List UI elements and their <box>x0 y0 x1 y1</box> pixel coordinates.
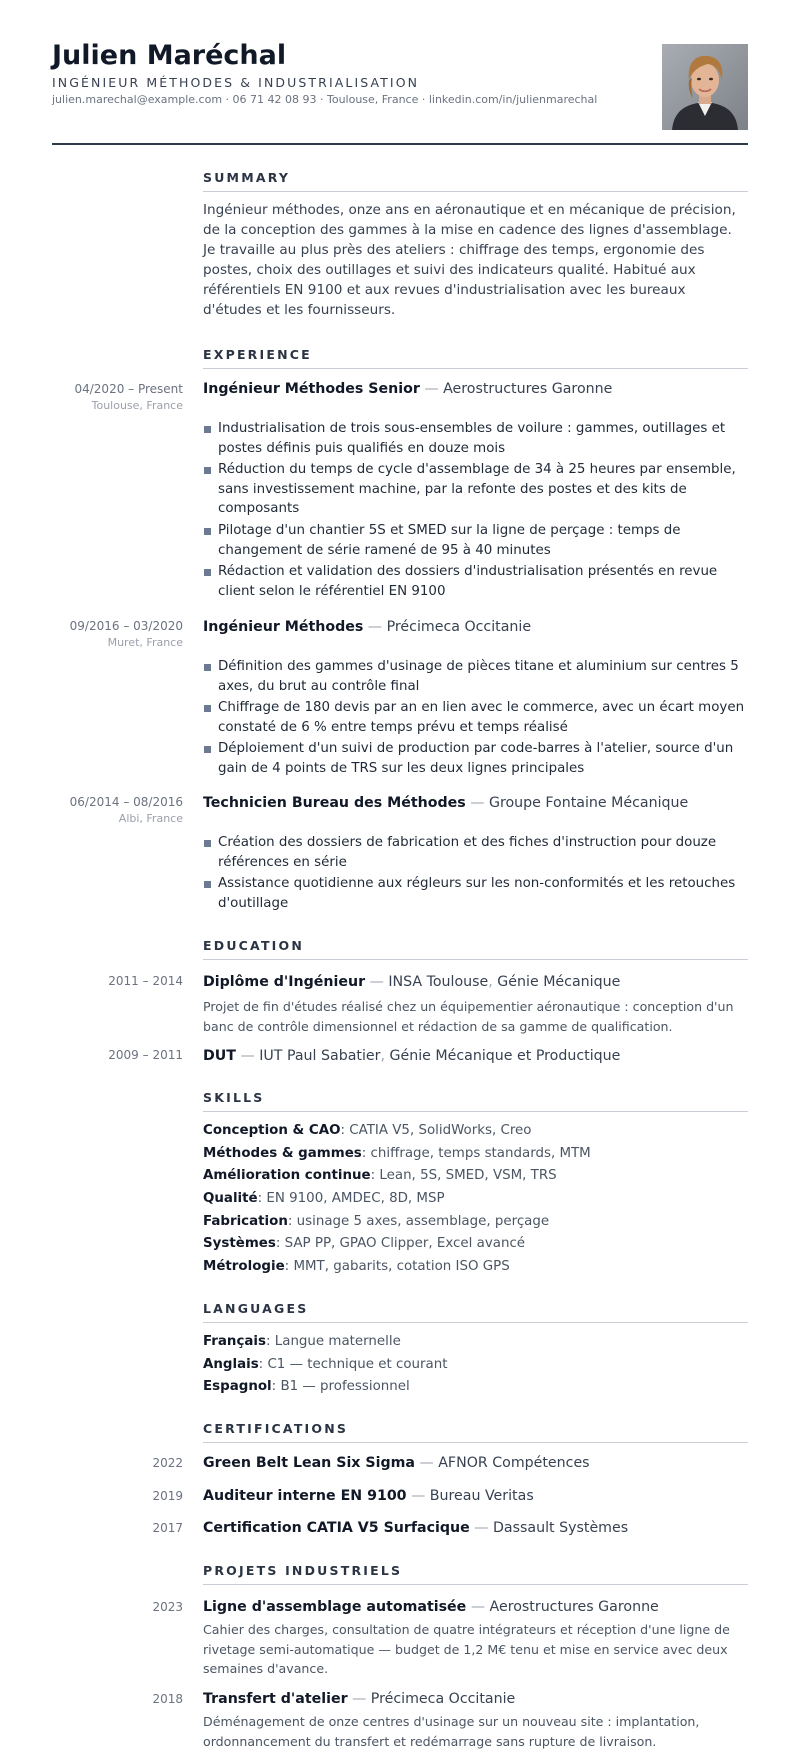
certification-issuer: Bureau Veritas <box>429 1488 534 1504</box>
skill-value: SAP PP, GPAO Clipper, Excel avancé <box>284 1236 526 1251</box>
certification-year: 2022 <box>152 1456 183 1470</box>
candidate-role: INGÉNIEUR MÉTHODES & INDUSTRIALISATION <box>52 75 420 90</box>
project-line <box>203 1599 748 1615</box>
certification-separator: — <box>419 1455 434 1471</box>
project-org: Précimeca Occitanie <box>370 1691 516 1707</box>
profile-photo <box>662 44 748 130</box>
skills-heading: SKILLS <box>203 1090 748 1112</box>
job-bullets <box>203 657 748 779</box>
language-level: C1 — technique et courant <box>267 1357 448 1372</box>
certification-separator: — <box>411 1488 426 1504</box>
skill-row: Qualité: EN 9100, AMDEC, 8D, MSP <box>203 1191 445 1206</box>
contact-line: julien.marechal@example.com · 06 71 42 08 93 · Toulouse, France · linkedin.com/in/julienmarechal <box>52 93 598 106</box>
education-field: Génie Mécanique <box>497 974 621 990</box>
job-dates: 09/2016 – 03/2020 <box>69 619 183 633</box>
skill-row: Conception & CAO: CATIA V5, SolidWorks, Creo <box>203 1123 532 1138</box>
job-dates: 06/2014 – 08/2016 <box>69 795 183 809</box>
list-item: Industrialisation de trois sous-ensembles de voilure : gammes, outillages et postes définis puis qualifiés en douze mois <box>203 419 748 458</box>
language-label: Anglais <box>203 1357 259 1372</box>
list-item: Création des dossiers de fabrication et des fiches d'instruction pour douze références en série <box>203 833 748 872</box>
language-row: Français: Langue maternelle <box>203 1334 401 1349</box>
portrait-image <box>662 44 748 130</box>
job-dates: 04/2020 – Present <box>74 382 183 396</box>
certification-line <box>203 1455 748 1471</box>
list-item: Rédaction et validation des dossiers d'industrialisation présentés en revue client selon le référentiel EN 9100 <box>203 562 748 601</box>
language-label: Français <box>203 1334 266 1349</box>
language-row: Espagnol: B1 — professionnel <box>203 1379 410 1394</box>
education-comma: , <box>380 1048 390 1064</box>
job-location: Muret, France <box>107 636 183 649</box>
summary-text: Ingénieur méthodes, onze ans en aéronautique et en mécanique de précision, de la conception des gammes à la mise en cadence des lignes d'assemblage. Je travaille au plus près des ateliers : chiffrage des temps, ergonomie des postes, choix des outillages et suivi des indicateurs qualité. Habitué aux référentiels EN 9100 et aux revues d'industrialisation avec les bureaux d'études et les fournisseurs. <box>203 202 736 318</box>
job-company: Aerostructures Garonne <box>443 381 613 397</box>
skill-value: Lean, 5S, SMED, VSM, TRS <box>379 1168 557 1183</box>
job-separator: — <box>367 619 383 635</box>
certification-separator: — <box>474 1520 489 1536</box>
job-heading <box>203 795 748 811</box>
education-degree: DUT <box>203 1048 236 1064</box>
certification-issuer: Dassault Systèmes <box>493 1520 629 1536</box>
certification-name: Green Belt Lean Six Sigma <box>203 1455 415 1471</box>
job-title: Technicien Bureau des Méthodes <box>203 795 466 811</box>
language-level: Langue maternelle <box>274 1334 401 1349</box>
language-level: B1 — professionnel <box>280 1379 410 1394</box>
skill-label: Fabrication <box>203 1214 288 1229</box>
certification-line <box>203 1488 748 1504</box>
job-separator: — <box>470 795 485 811</box>
education-school: INSA Toulouse <box>388 974 489 990</box>
skill-label: Conception & CAO <box>203 1123 341 1138</box>
skill-value: chiffrage, temps standards, MTM <box>370 1146 591 1161</box>
job-location: Albi, France <box>118 812 183 825</box>
list-item: Chiffrage de 180 devis par an en lien avec le commerce, avec un écart moyen constaté de 6 % entre temps prévu et temps réalisé <box>203 698 748 737</box>
skill-value: usinage 5 axes, assemblage, perçage <box>296 1214 550 1229</box>
certification-year: 2019 <box>152 1489 183 1503</box>
list-item: Réduction du temps de cycle d'assemblage de 34 à 25 heures par ensemble, sans investissement machine, par la refonte des postes et des kits de composants <box>203 460 748 519</box>
experience-heading: EXPERIENCE <box>203 347 748 369</box>
education-heading: EDUCATION <box>203 938 748 960</box>
job-separator: — <box>424 381 439 397</box>
list-item: Pilotage d'un chantier 5S et SMED sur la ligne de perçage : temps de changement de série ramené de 95 à 40 minutes <box>203 521 748 560</box>
project-org: Aerostructures Garonne <box>489 1599 659 1615</box>
certification-issuer: AFNOR Compétences <box>438 1455 590 1471</box>
list-item: Définition des gammes d'usinage de pièces titane et aluminium sur centres 5 axes, du brut au contrôle final <box>203 657 748 696</box>
education-dates: 2011 – 2014 <box>108 974 183 988</box>
skill-label: Méthodes & gammes <box>203 1146 362 1161</box>
job-bullets <box>203 833 748 913</box>
skill-label: Métrologie <box>203 1259 285 1274</box>
job-title: Ingénieur Méthodes Senior <box>203 381 420 397</box>
candidate-name: Julien Maréchal <box>52 40 287 71</box>
language-label: Espagnol <box>203 1379 272 1394</box>
education-dates: 2009 – 2011 <box>108 1048 183 1062</box>
education-heading-line <box>203 1048 748 1064</box>
job-location: Toulouse, France <box>91 399 183 412</box>
job-bullets <box>203 419 748 601</box>
list-item: Déploiement d'un suivi de production par code-barres à l'atelier, source d'un gain de 4 points de TRS sur les deux lignes principales <box>203 739 748 778</box>
resume-header <box>52 40 748 146</box>
education-comma: , <box>488 974 498 990</box>
skill-row: Métrologie: MMT, gabarits, cotation ISO GPS <box>203 1259 510 1274</box>
job-heading <box>203 381 748 397</box>
certifications-heading: CERTIFICATIONS <box>203 1421 748 1443</box>
skill-label: Amélioration continue <box>203 1168 371 1183</box>
skill-value: MMT, gabarits, cotation ISO GPS <box>293 1259 510 1274</box>
list-item: Assistance quotidienne aux régleurs sur les non-conformités et les retouches d'outillage <box>203 874 748 913</box>
project-description: Déménagement de onze centres d'usinage sur un nouveau site : implantation, ordonnancement du transfert et redémarrage sans rupture de livraison. <box>203 1714 700 1749</box>
skill-value: EN 9100, AMDEC, 8D, MSP <box>266 1191 445 1206</box>
project-name: Ligne d'assemblage automatisée <box>203 1599 467 1615</box>
education-field: Génie Mécanique et Productique <box>389 1048 621 1064</box>
job-company: Précimeca Occitanie <box>386 619 532 635</box>
certification-line <box>203 1520 748 1536</box>
summary-heading: SUMMARY <box>203 170 748 192</box>
skill-label: Systèmes <box>203 1236 276 1251</box>
job-company: Groupe Fontaine Mécanique <box>488 795 689 811</box>
skill-row: Systèmes: SAP PP, GPAO Clipper, Excel avancé <box>203 1236 526 1251</box>
skill-label: Qualité <box>203 1191 258 1206</box>
job-title: Ingénieur Méthodes <box>203 619 364 635</box>
education-heading-line <box>203 974 748 990</box>
education-school: IUT Paul Sabatier <box>259 1048 381 1064</box>
project-name: Transfert d'atelier <box>203 1691 348 1707</box>
language-row: Anglais: C1 — technique et courant <box>203 1357 448 1372</box>
skill-value: CATIA V5, SolidWorks, Creo <box>349 1123 532 1138</box>
languages-heading: LANGUAGES <box>203 1301 748 1323</box>
projects-heading: PROJETS INDUSTRIELS <box>203 1563 748 1585</box>
education-description: Projet de fin d'études réalisé chez un équipementier aéronautique : conception d'un banc de contrôle dimensionnel et rédaction de sa gamme de qualification. <box>203 999 734 1034</box>
skill-row: Fabrication: usinage 5 axes, assemblage, perçage <box>203 1214 550 1229</box>
certification-name: Auditeur interne EN 9100 <box>203 1488 407 1504</box>
education-degree: Diplôme d'Ingénieur <box>203 974 366 990</box>
education-separator: — <box>240 1048 255 1064</box>
project-separator: — <box>352 1691 367 1707</box>
education-separator: — <box>369 974 384 990</box>
project-description: Cahier des charges, consultation de quatre intégrateurs et réception d'une ligne de rivetage semi-automatique — budget de 1,2 M€ tenu et mise en service avec deux semaines d'avance. <box>203 1622 730 1676</box>
project-line <box>203 1691 748 1707</box>
project-year: 2018 <box>152 1692 183 1706</box>
certification-name: Certification CATIA V5 Surfacique <box>203 1520 470 1536</box>
skill-row: Méthodes & gammes: chiffrage, temps standards, MTM <box>203 1146 591 1161</box>
project-separator: — <box>470 1599 485 1615</box>
header-divider <box>52 143 748 145</box>
certification-year: 2017 <box>152 1521 183 1535</box>
skill-row: Amélioration continue: Lean, 5S, SMED, VSM, TRS <box>203 1168 557 1183</box>
project-year: 2023 <box>152 1600 183 1614</box>
job-heading <box>203 619 748 635</box>
